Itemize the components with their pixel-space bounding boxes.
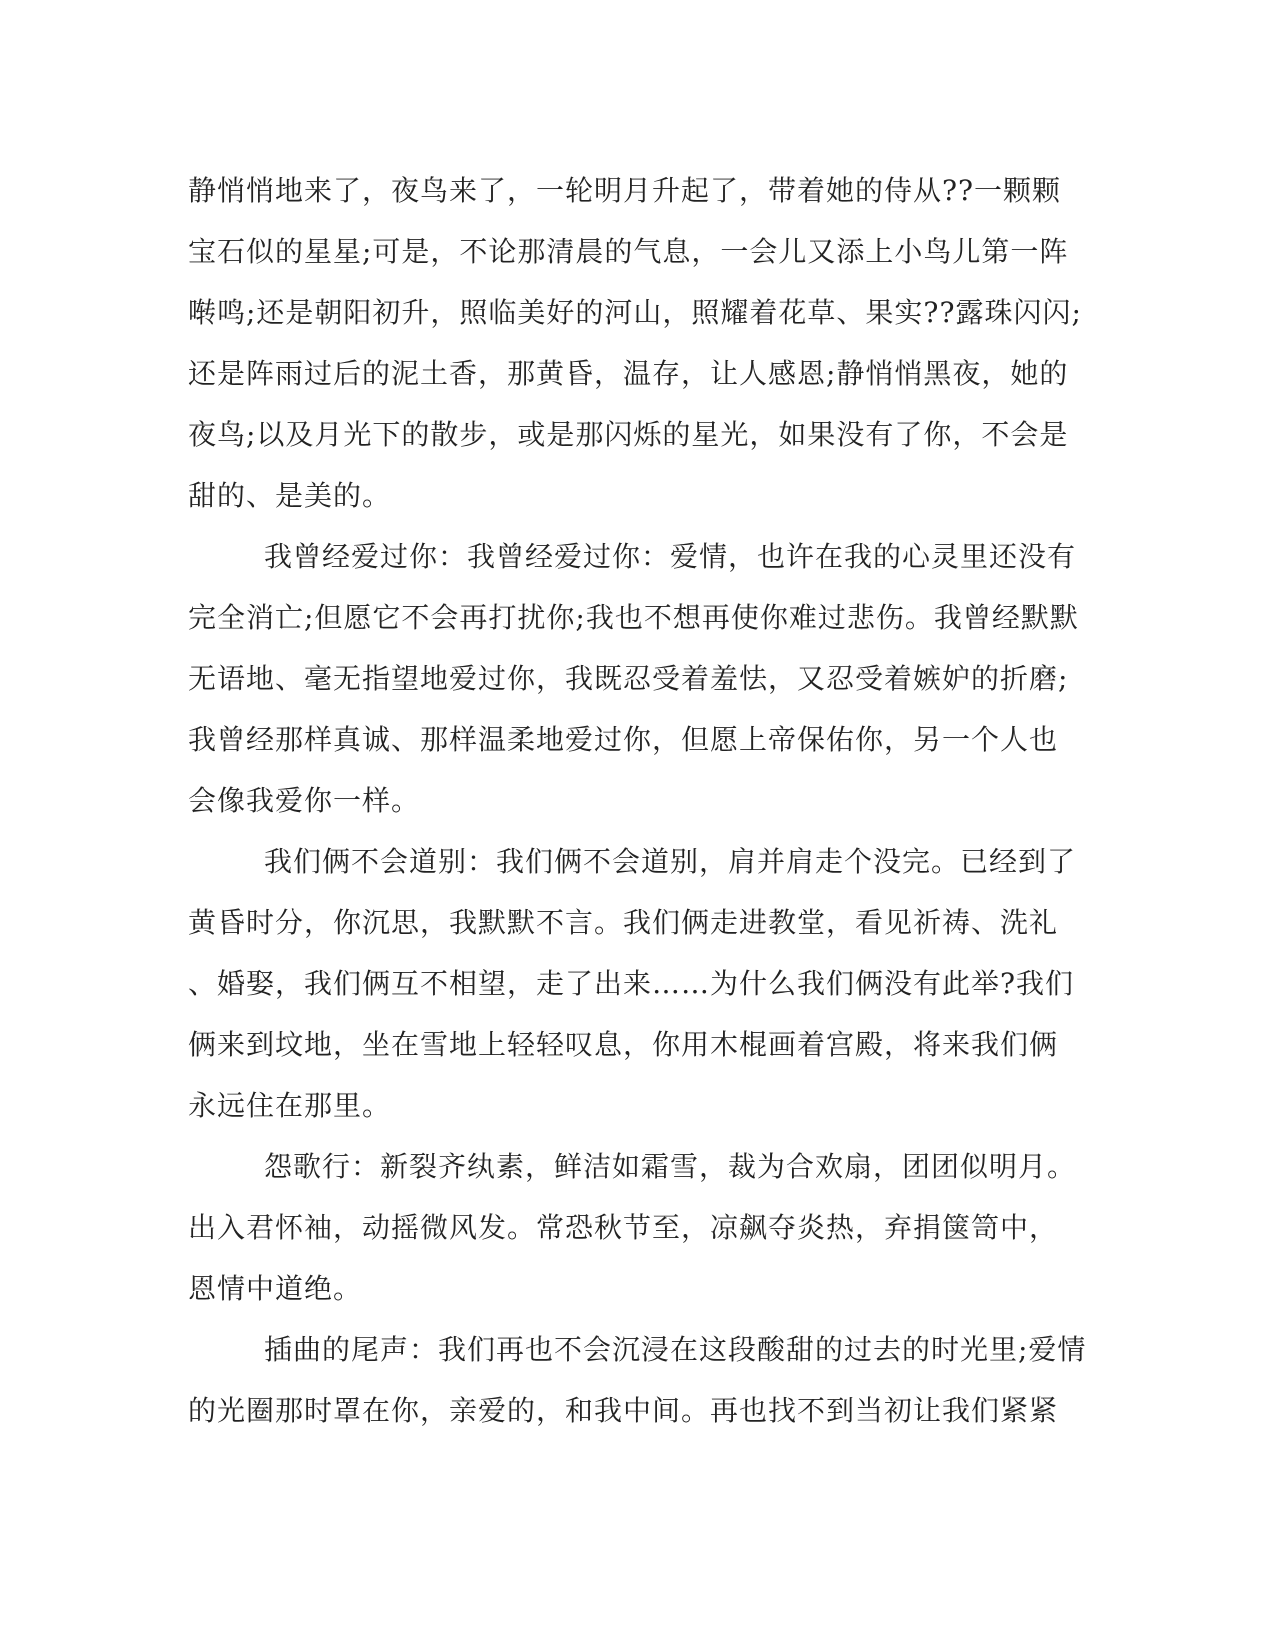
text-line: 、婚娶，我们俩互不相望，走了出来……为什么我们俩没有此举?我们 bbox=[188, 967, 1075, 1000]
text-line: 会像我爱你一样。 bbox=[188, 784, 421, 817]
text-line: 完全消亡;但愿它不会再打扰你;我也不想再使你难过悲伤。我曾经默默 bbox=[188, 601, 1079, 634]
text-line: 夜鸟;以及月光下的散步，或是那闪烁的星光，如果没有了你，不会是 bbox=[188, 418, 1069, 451]
text-line: 出入君怀袖，动摇微风发。常恐秋节至，凉飙夺炎热，弃捐箧笥中， bbox=[188, 1211, 1059, 1244]
text-line: 永远住在那里。 bbox=[188, 1089, 392, 1122]
text-line: 还是阵雨过后的泥土香，那黄昏，温存，让人感恩;静悄悄黑夜，她的 bbox=[188, 357, 1069, 390]
text-line: 无语地、毫无指望地爱过你，我既忍受着羞怯，又忍受着嫉妒的折磨; bbox=[188, 662, 1069, 695]
text-line: 的光圈那时罩在你，亲爱的，和我中间。再也找不到当初让我们紧紧 bbox=[188, 1394, 1059, 1427]
body-text bbox=[188, 160, 1087, 1441]
paragraph-first-line: 我曾经爱过你：我曾经爱过你：爱情，也许在我的心灵里还没有 bbox=[264, 540, 1077, 573]
paragraph-first-line: 怨歌行：新裂齐纨素，鲜洁如霜雪，裁为合欢扇，团团似明月。 bbox=[264, 1150, 1077, 1183]
text-line: 宝石似的星星;可是，不论那清晨的气息，一会儿又添上小鸟儿第一阵 bbox=[188, 235, 1069, 268]
text-line: 甜的、是美的。 bbox=[188, 479, 392, 512]
text-line: 恩情中道绝。 bbox=[188, 1272, 363, 1305]
text-line: 啭鸣;还是朝阳初升，照临美好的河山，照耀着花草、果实??露珠闪闪; bbox=[188, 296, 1082, 329]
paragraph-first-line: 插曲的尾声：我们再也不会沉浸在这段酸甜的过去的时光里;爱情 bbox=[264, 1333, 1087, 1366]
text-line: 我曾经那样真诚、那样温柔地爱过你，但愿上帝保佑你，另一个人也 bbox=[188, 723, 1059, 756]
text-line: 黄昏时分，你沉思，我默默不言。我们俩走进教堂，看见祈祷、洗礼 bbox=[188, 906, 1059, 939]
text-line: 俩来到坟地，坐在雪地上轻轻叹息，你用木棍画着宫殿，将来我们俩 bbox=[188, 1028, 1059, 1061]
text-line: 静悄悄地来了，夜鸟来了，一轮明月升起了，带着她的侍从??一颗颗 bbox=[188, 174, 1062, 207]
paragraph-first-line: 我们俩不会道别：我们俩不会道别，肩并肩走个没完。已经到了 bbox=[264, 845, 1077, 878]
